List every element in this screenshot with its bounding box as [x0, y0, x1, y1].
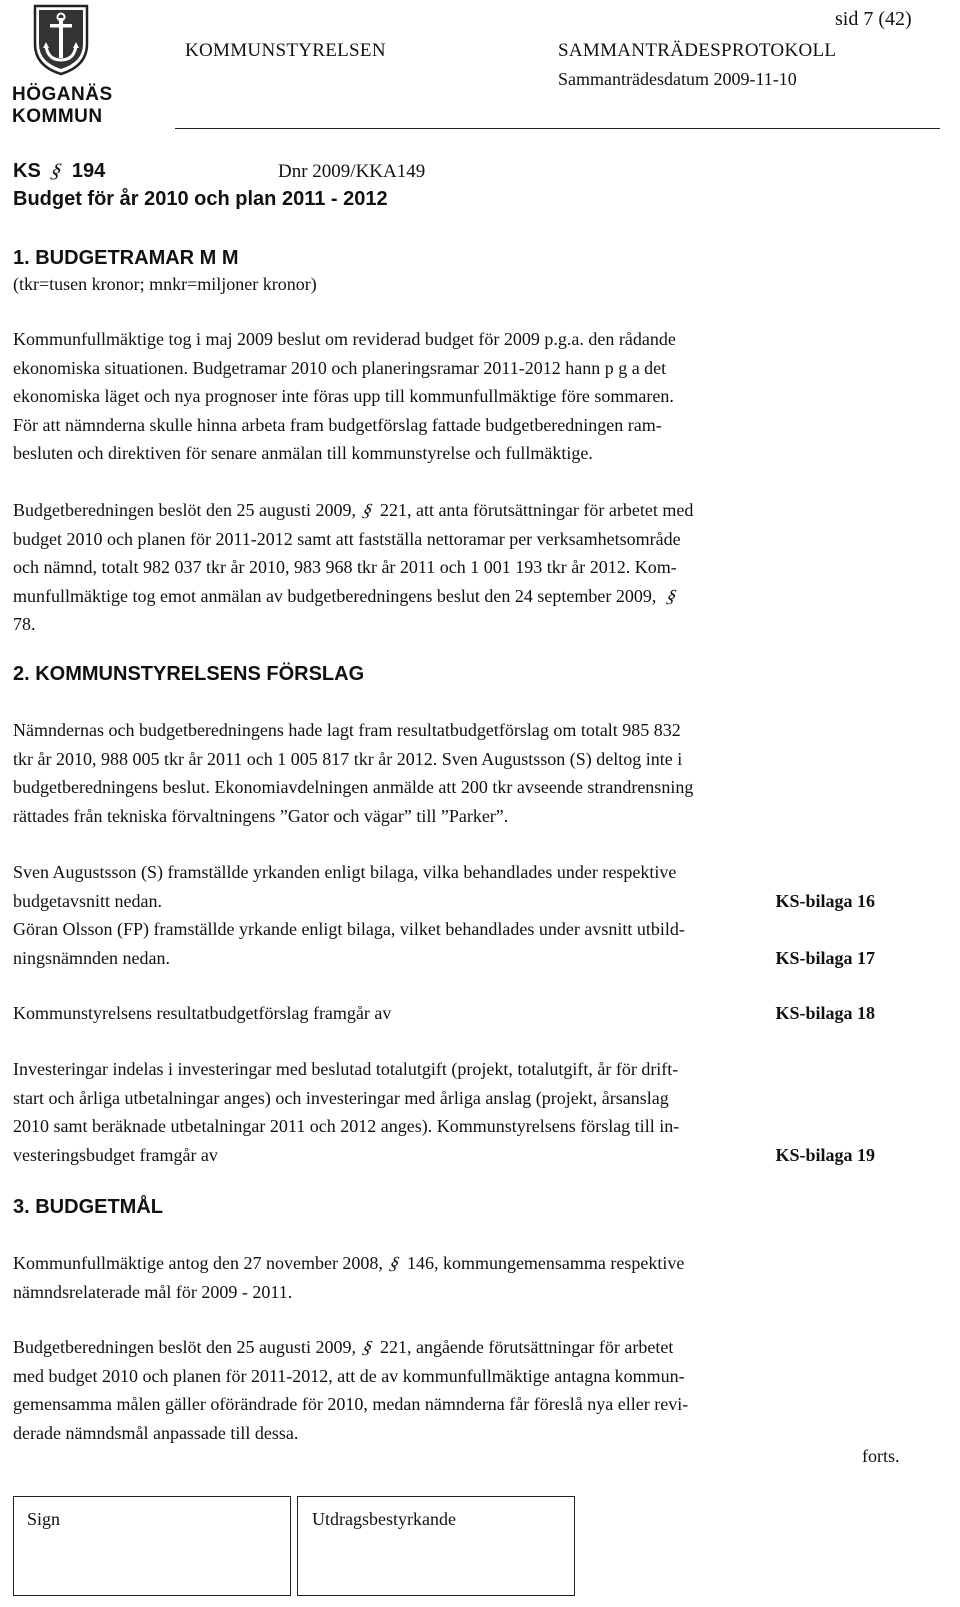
ks-bilaga-19: KS-bilaga 19	[775, 1144, 875, 1165]
section-sign-icon: §	[664, 585, 679, 606]
text-line: med budget 2010 och planen för 2011-2012, att de av kommunfullmäktige antagna kommun-	[13, 1365, 685, 1386]
text-line: Kommunfullmäktige antog den 27 november 2008,	[13, 1253, 383, 1273]
document-type: SAMMANTRÄDESPROTOKOLL	[558, 40, 837, 61]
section-3-paragraph-1	[13, 1249, 933, 1306]
extract-verification-label: Utdragsbestyrkande	[312, 1509, 456, 1529]
section-2-paragraph-1	[13, 716, 933, 830]
section-1-heading: 1. BUDGETRAMAR M M	[13, 247, 239, 269]
diary-number: Dnr 2009/KKA149	[278, 161, 426, 182]
text-line: budgetberedningens beslut. Ekonomiavdelningen anmälde att 200 tkr avseende strandrensning	[13, 777, 694, 797]
text-line: Investeringar indelas i investeringar med beslutad totalutgift (projekt, totalutgift, år för drift-	[13, 1059, 679, 1079]
logo-text-hoganas: HÖGANÄS	[12, 84, 113, 105]
text-line: Kommunfullmäktige tog i maj 2009 beslut om reviderad budget för 2009 p.g.a. den rådande	[13, 329, 676, 349]
section-2-paragraph-2	[13, 858, 875, 972]
text-line: rättades från tekniska förvaltningens ”Gator och vägar” till ”Parker”.	[13, 805, 509, 826]
text-line: gemensamma målen gäller oförändrade för 2010, medan nämnderna får föreslå nya eller revi-	[13, 1394, 689, 1414]
section-2-paragraph-5	[13, 1055, 933, 1169]
text-line: 78.	[13, 614, 36, 634]
section-1-paragraph-2	[13, 496, 933, 639]
text-line: vesteringsbudget framgår av	[13, 1144, 218, 1165]
section-1-paragraph-1	[13, 325, 933, 468]
section-number: 194	[71, 160, 106, 182]
text-line: ekonomiska läget och nya prognoser inte föras upp till kommunfullmäktige före sommaren.	[13, 386, 674, 406]
text-line: munfullmäktige tog emot anmälan av budgetberedningens beslut den 24 september 2009,	[13, 585, 657, 606]
sign-label: Sign	[27, 1509, 61, 1529]
text-line: Kommunstyrelsens resultatbudgetförslag framgår av	[13, 1003, 392, 1023]
text-line: derade nämndsmål anpassade till dessa.	[13, 1422, 299, 1443]
text-line: 221, att anta förutsättningar för arbetet med	[379, 500, 694, 520]
ks-bilaga-17: KS-bilaga 17	[775, 947, 875, 968]
sign-box[interactable]	[13, 1496, 291, 1596]
text-line: Budgetberedningen beslöt den 25 augusti 2009,	[13, 1337, 356, 1357]
text-line: tkr år 2010, 988 005 tkr år 2011 och 1 005 817 tkr år 2012. Sven Augustsson (S) deltog inte i	[13, 748, 683, 769]
text-line: Nämndernas och budgetberedningens hade lagt fram resultatbudgetförslag om totalt 985 832	[13, 720, 681, 740]
section-sign-icon: §	[388, 1253, 402, 1273]
section-3-paragraph-2	[13, 1333, 933, 1447]
text-line: 221, angående förutsättningar för arbetet	[379, 1337, 674, 1357]
page-number: sid 7 (42)	[835, 8, 912, 30]
ks-bilaga-18: KS-bilaga 18	[775, 1003, 875, 1023]
section-sign-icon: §	[361, 500, 375, 520]
organization-name: KOMMUNSTYRELSEN	[185, 40, 386, 61]
text-line: och nämnd, totalt 982 037 tkr år 2010, 983 968 tkr år 2011 och 1 001 193 tkr år 2012. Kom-	[13, 557, 677, 577]
text-line: Göran Olsson (FP) framställde yrkande enligt bilaga, vilket behandlades under avsnitt utbild-	[13, 919, 685, 939]
text-line: 2010 samt beräknade utbetalningar 2011 och 2012 anges). Kommunstyrelsens förslag till in-	[13, 1116, 680, 1136]
units-note: (tkr=tusen kronor; mnkr=miljoner kronor)	[13, 274, 317, 294]
municipality-logo	[10, 2, 113, 130]
text-line: nämndsrelaterade mål för 2009 - 2011.	[13, 1281, 293, 1302]
anchor-crest-icon	[32, 4, 90, 76]
text-line: 146, kommungemensamma respektive	[406, 1253, 685, 1273]
text-line: budget 2010 och planen för 2011-2012 samt att fastställa nettoramar per verksamhetsområde	[13, 528, 681, 549]
text-line: För att nämnderna skulle hinna arbeta fram budgetförslag fattade budgetberedningen ram-	[13, 414, 662, 435]
continued-note: forts.	[862, 1446, 900, 1466]
text-line: Sven Augustsson (S) framställde yrkanden enligt bilaga, vilka behandlades under respektive	[13, 862, 677, 882]
text-line: Budgetberedningen beslöt den 25 augusti 2009,	[13, 500, 356, 520]
ks-label: KS	[13, 160, 41, 182]
ks-bilaga-16: KS-bilaga 16	[775, 890, 875, 911]
text-line: ekonomiska situationen. Budgetramar 2010 och planeringsramar 2011-2012 hann p g a det	[13, 357, 667, 378]
extract-verification-box[interactable]	[297, 1496, 575, 1596]
text-line: start och årliga utbetalningar anges) och investeringar med årliga anslag (projekt, årsanslag	[13, 1087, 669, 1108]
case-title: Budget för år 2010 och plan 2011 - 2012	[13, 188, 388, 210]
case-number	[13, 160, 105, 183]
section-sign-icon: §	[361, 1337, 375, 1357]
text-line: ningsnämnden nedan.	[13, 947, 170, 968]
section-2-heading: 2. KOMMUNSTYRELSENS FÖRSLAG	[13, 663, 365, 685]
section-3-heading: 3. BUDGETMÅL	[13, 1196, 163, 1218]
text-line: budgetavsnitt nedan.	[13, 890, 162, 911]
section-sign-icon: §	[49, 160, 64, 182]
logo-text-kommun: KOMMUN	[12, 106, 103, 127]
header-rule	[175, 128, 940, 129]
section-2-paragraph-4	[13, 999, 875, 1028]
meeting-date: Sammanträdesdatum 2009-11-10	[558, 69, 797, 89]
text-line: besluten och direktiven för senare anmälan till kommunstyrelse och fullmäktige.	[13, 443, 593, 463]
